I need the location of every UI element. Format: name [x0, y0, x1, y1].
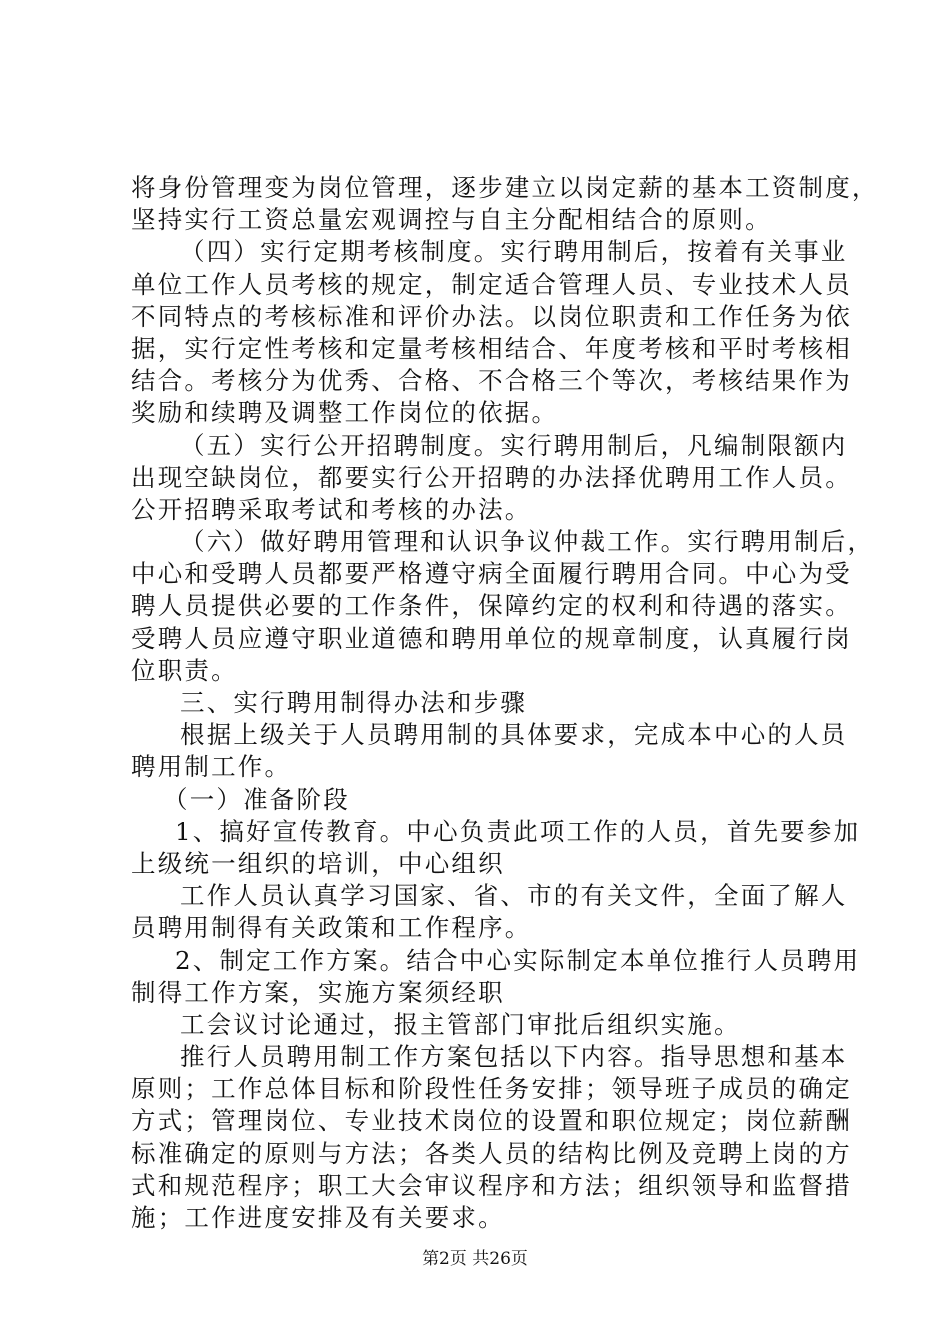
document-body	[131, 172, 879, 1234]
text-line: 式和规范程序；职工大会审议程序和方法；组织领导和监督措	[131, 1170, 852, 1200]
text-line: 推行人员聘用制工作方案包括以下内容。指导思想和基本	[180, 1042, 848, 1072]
text-line: 上级统一组织的培训，中心组织	[131, 848, 505, 878]
text-line: 工会议讨论通过，报主管部门审批后组织实施。	[180, 1009, 741, 1039]
text-line: 公开招聘采取考试和考核的办法。	[131, 494, 532, 524]
text-line: 单位工作人员考核的规定，制定适合管理人员、专业技术人员	[131, 269, 852, 299]
text-line: （六）做好聘用管理和认识争议仲裁工作。实行聘用制后，	[180, 527, 875, 557]
text-line: 聘用制工作。	[131, 752, 292, 782]
text-line: 不同特点的考核标准和评价办法。以岗位职责和工作任务为依	[131, 301, 852, 331]
text-line: 出现空缺岗位，都要实行公开招聘的办法择优聘用工作人员。	[131, 462, 852, 492]
section-heading: 三、实行聘用制得办法和步骤	[180, 688, 528, 717]
text-line: 结合。考核分为优秀、合格、不合格三个等次，考核结果作为	[131, 366, 852, 396]
text-line: （五）实行公开招聘制度。实行聘用制后，凡编制限额内	[180, 430, 848, 460]
text-line: 奖励和续聘及调整工作岗位的依据。	[131, 398, 559, 428]
text-line: 标准确定的原则与方法；各类人员的结构比例及竞聘上岗的方	[131, 1138, 852, 1168]
text-line: 方式；管理岗位、专业技术岗位的设置和职位规定；岗位薪酬	[131, 1106, 852, 1136]
text-line: 位职责。	[131, 655, 238, 685]
text-line: 根据上级关于人员聘用制的具体要求，完成本中心的人员	[180, 720, 848, 750]
text-line: 2、制定工作方案。结合中心实际制定本单位推行人员聘用	[175, 945, 861, 975]
text-line: 受聘人员应遵守职业道德和聘用单位的规章制度，认真履行岗	[131, 623, 852, 653]
text-line: 坚持实行工资总量宏观调控与自主分配相结合的原则。	[131, 205, 772, 235]
text-line: （四）实行定期考核制度。实行聘用制后，按着有关事业	[180, 237, 848, 267]
text-line: 据，实行定性考核和定量考核相结合、年度考核和平时考核相	[131, 333, 852, 363]
text-line: 员聘用制得有关政策和工作程序。	[131, 913, 532, 943]
text-line: 聘人员提供必要的工作条件，保障约定的权利和待遇的落实。	[131, 591, 852, 621]
page-number-footer: 第2页 共26页	[422, 1249, 528, 1269]
text-line: 施；工作进度安排及有关要求。	[131, 1203, 505, 1232]
text-line: 中心和受聘人员都要严格遵守病全面履行聘用合同。中心为受	[131, 559, 852, 589]
text-line: 原则；工作总体目标和阶段性任务安排；领导班子成员的确定	[131, 1074, 852, 1104]
text-line: 工作人员认真学习国家、省、市的有关文件，全面了解人	[180, 881, 848, 911]
text-line: 将身份管理变为岗位管理，逐步建立以岗定薪的基本工资制度，	[131, 173, 879, 202]
text-line: 制得工作方案，实施方案须经职	[131, 977, 505, 1007]
text-line: 1、搞好宣传教育。中心负责此项工作的人员，首先要参加	[175, 816, 861, 846]
subsection-heading: （一）准备阶段	[163, 784, 350, 814]
